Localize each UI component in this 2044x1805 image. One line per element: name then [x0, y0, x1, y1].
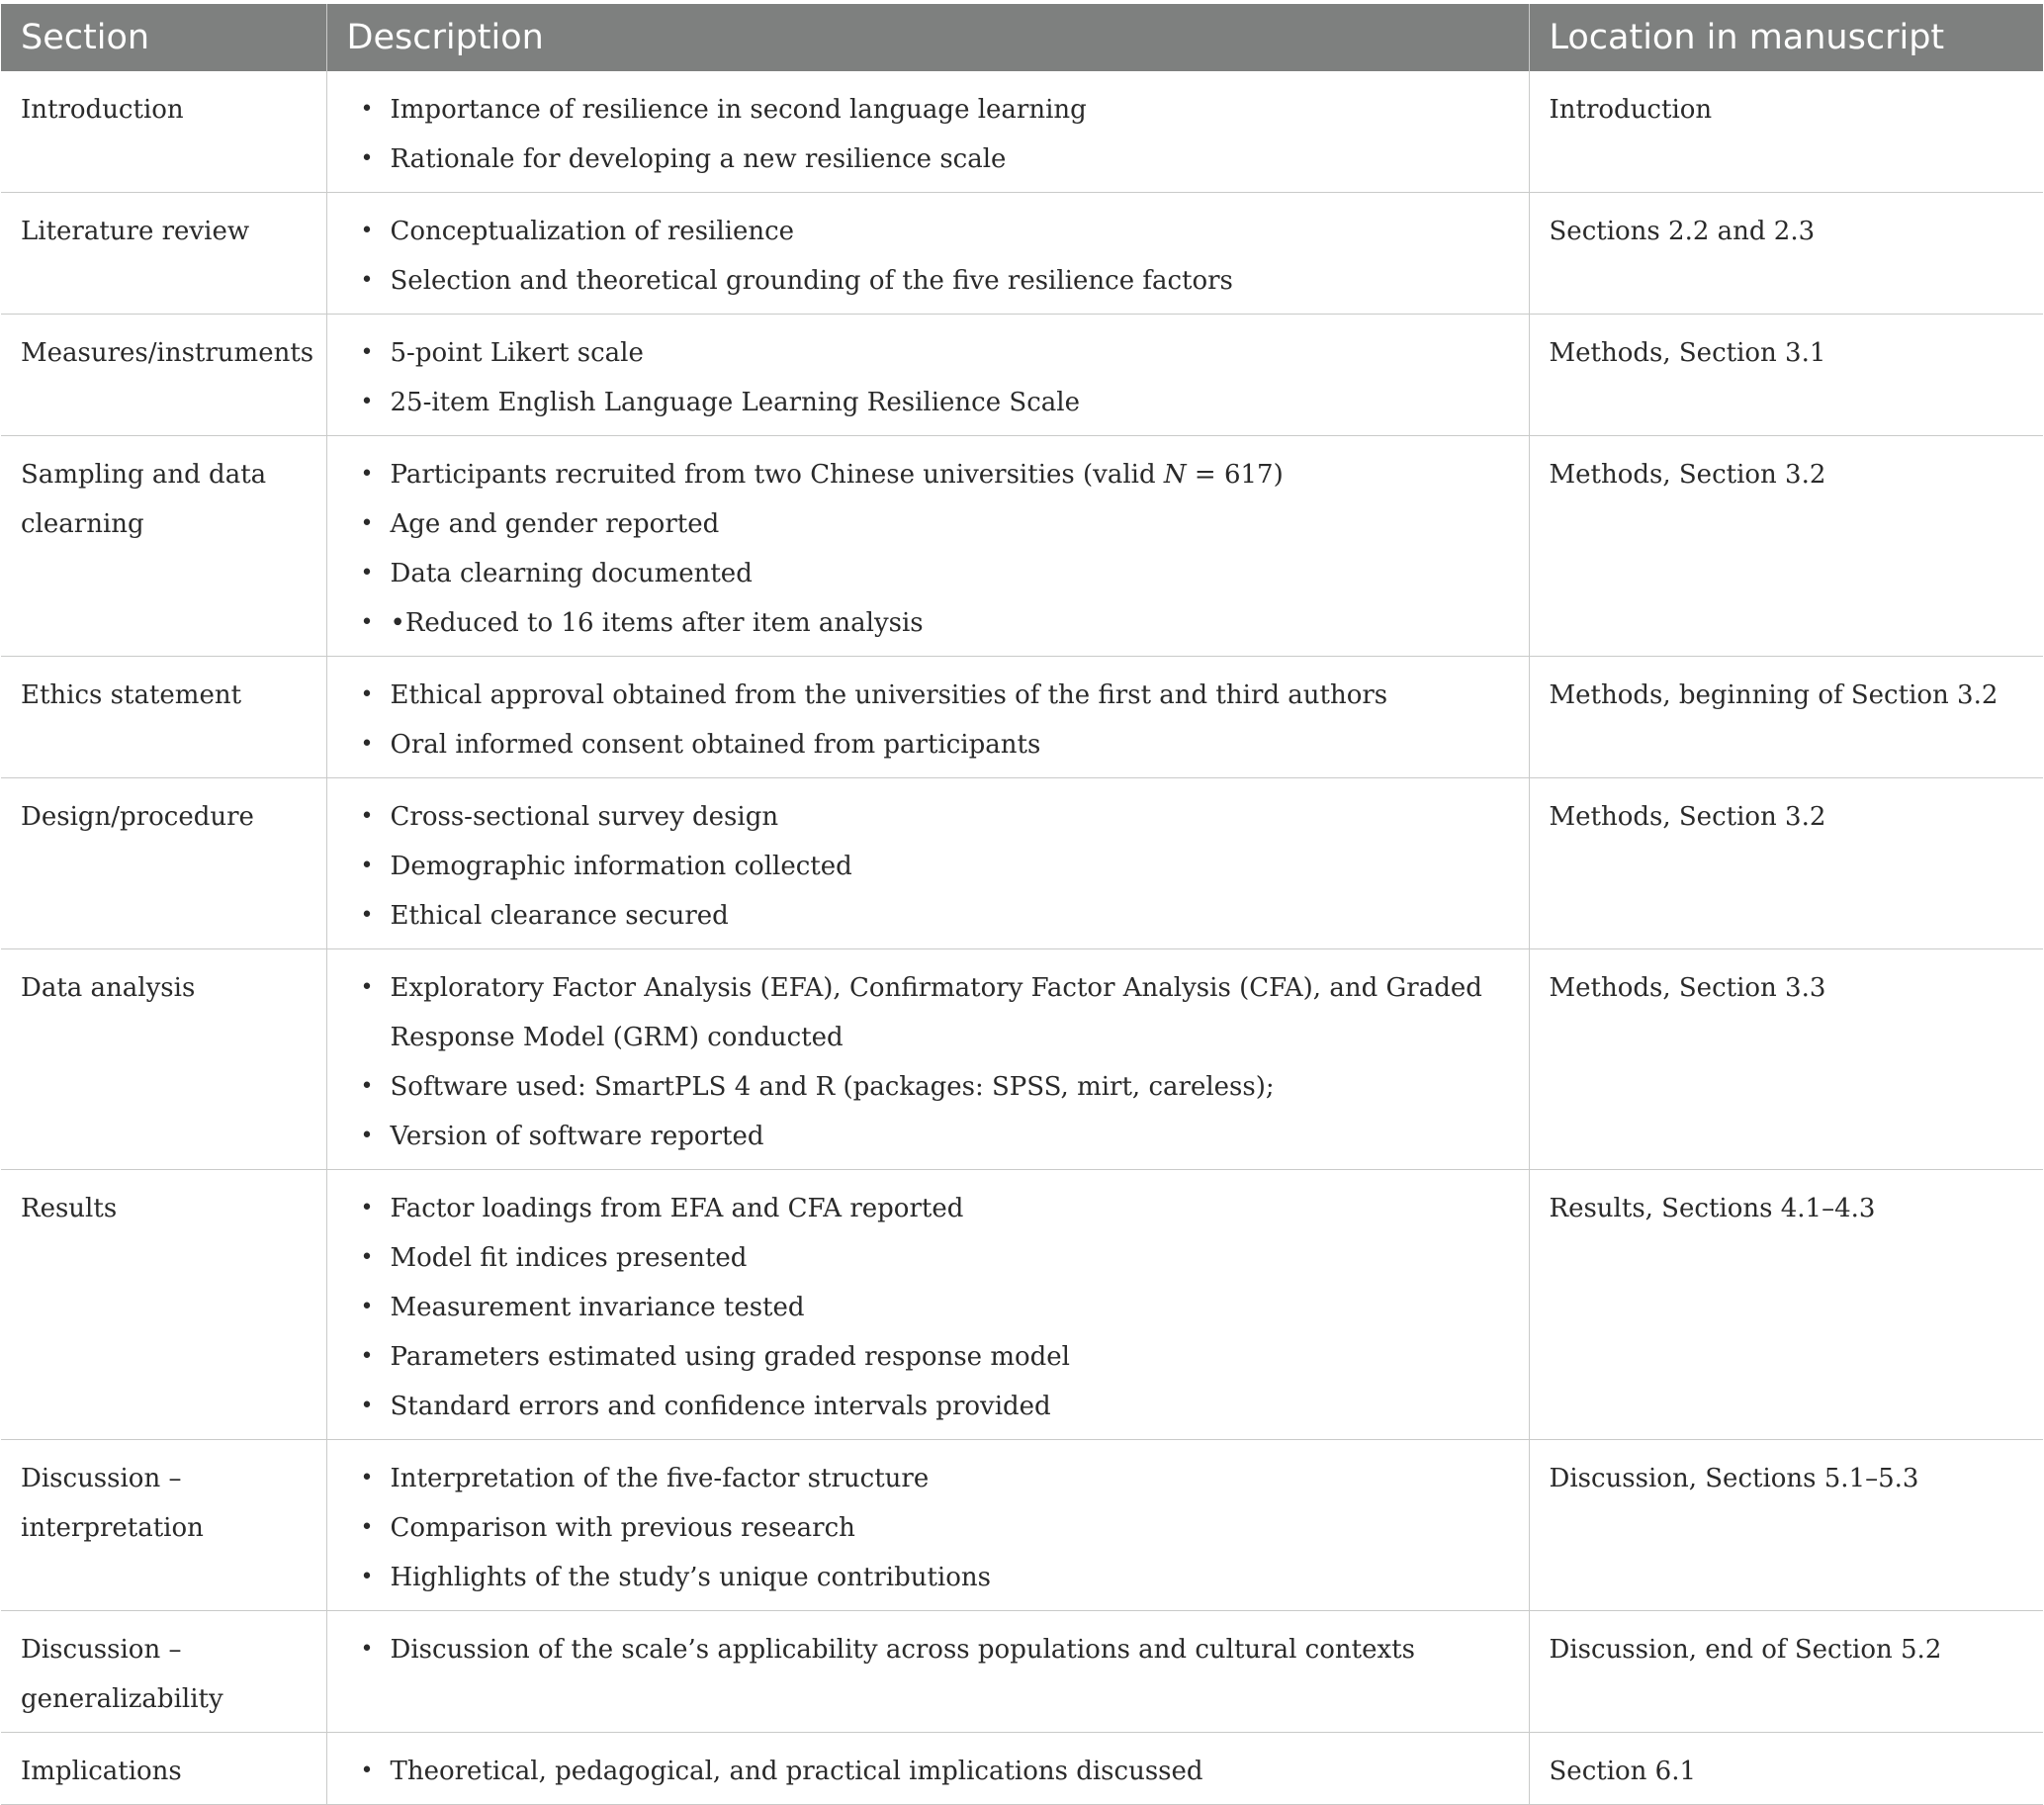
description-list	[347, 207, 1509, 306]
description-item-text: = 617)	[1186, 460, 1284, 490]
location-cell: Discussion, end of Section 5.2	[1529, 1611, 2043, 1733]
description-list	[347, 85, 1509, 184]
header-location: Location in manuscript	[1529, 4, 2043, 71]
header-description: Description	[326, 4, 1529, 71]
description-cell	[326, 778, 1529, 949]
description-item: • 25-item English Language Learning Resilience Scale	[347, 378, 1509, 427]
table-row	[1, 1170, 2043, 1440]
description-item: • Ethical clearance secured	[347, 891, 1509, 941]
description-item: • Discussion of the scale’s applicability across populations and cultural contexts	[347, 1625, 1509, 1674]
table-row	[1, 1733, 2043, 1805]
header-section: Section	[1, 4, 326, 71]
description-list	[347, 328, 1509, 427]
description-item: • Highlights of the study’s unique contributions	[347, 1553, 1509, 1602]
description-item: • Oral informed consent obtained from participants	[347, 720, 1509, 769]
description-item: • Theoretical, pedagogical, and practical implications discussed	[347, 1747, 1509, 1796]
table-row	[1, 315, 2043, 436]
description-item: • Interpretation of the five-factor structure	[347, 1454, 1509, 1503]
description-cell	[326, 949, 1529, 1170]
description-cell	[326, 436, 1529, 657]
section-cell: Measures/instruments	[1, 315, 326, 436]
description-cell	[326, 1611, 1529, 1733]
description-item: • 5-point Likert scale	[347, 328, 1509, 378]
description-item: • Demographic information collected	[347, 842, 1509, 891]
description-item	[347, 450, 1509, 499]
description-item: • Parameters estimated using graded response model	[347, 1332, 1509, 1382]
description-cell	[326, 1733, 1529, 1805]
description-list	[347, 671, 1509, 769]
table-row	[1, 193, 2043, 315]
description-cell	[326, 1170, 1529, 1440]
reporting-checklist-table	[1, 4, 2043, 1805]
description-item: • Ethical approval obtained from the universities of the first and third authors	[347, 671, 1509, 720]
description-cell	[326, 657, 1529, 778]
description-item: • Model fit indices presented	[347, 1233, 1509, 1283]
description-item: • Age and gender reported	[347, 499, 1509, 549]
section-cell: Introduction	[1, 71, 326, 193]
table-row	[1, 436, 2043, 657]
location-cell: Discussion, Sections 5.1–5.3	[1529, 1440, 2043, 1611]
description-cell	[326, 71, 1529, 193]
table-row	[1, 949, 2043, 1170]
location-cell: Methods, Section 3.2	[1529, 436, 2043, 657]
section-cell: Literature review	[1, 193, 326, 315]
section-cell: Ethics statement	[1, 657, 326, 778]
section-cell: Results	[1, 1170, 326, 1440]
description-cell	[326, 315, 1529, 436]
description-item: • Standard errors and confidence intervals provided	[347, 1382, 1509, 1431]
description-list	[347, 792, 1509, 941]
location-cell: Results, Sections 4.1–4.3	[1529, 1170, 2043, 1440]
location-cell: Sections 2.2 and 2.3	[1529, 193, 2043, 315]
description-list	[347, 1747, 1509, 1796]
description-item: • Data clearning documented	[347, 549, 1509, 598]
location-cell: Methods, beginning of Section 3.2	[1529, 657, 2043, 778]
description-item: • Version of software reported	[347, 1112, 1509, 1161]
description-list	[347, 1625, 1509, 1674]
table-body	[1, 71, 2043, 1805]
description-item: • Comparison with previous research	[347, 1503, 1509, 1553]
description-cell	[326, 1440, 1529, 1611]
table-row	[1, 657, 2043, 778]
table-row	[1, 778, 2043, 949]
section-cell: Discussion – generalizability	[1, 1611, 326, 1733]
description-item: • Measurement invariance tested	[347, 1283, 1509, 1332]
description-item: • Factor loadings from EFA and CFA reported	[347, 1184, 1509, 1233]
location-cell: Section 6.1	[1529, 1733, 2043, 1805]
section-cell: Design/procedure	[1, 778, 326, 949]
description-item: • Cross-sectional survey design	[347, 792, 1509, 842]
description-item-text: Participants recruited from two Chinese universities (valid	[390, 460, 1164, 490]
sample-size-variable: N	[1163, 460, 1187, 490]
description-item: • Exploratory Factor Analysis (EFA), Confirmatory Factor Analysis (CFA), and Graded Response Model (GRM) conducted	[347, 963, 1509, 1062]
description-item: • Importance of resilience in second language learning	[347, 85, 1509, 135]
description-list	[347, 1184, 1509, 1431]
header-row	[1, 4, 2043, 71]
description-item: • Selection and theoretical grounding of the five resilience factors	[347, 256, 1509, 306]
location-cell: Methods, Section 3.1	[1529, 315, 2043, 436]
section-cell: Sampling and data clearning	[1, 436, 326, 657]
section-cell: Discussion – interpretation	[1, 1440, 326, 1611]
description-item: • Software used: SmartPLS 4 and R (packages: SPSS, mirt, careless);	[347, 1062, 1509, 1112]
location-cell: Methods, Section 3.3	[1529, 949, 2043, 1170]
table-row	[1, 71, 2043, 193]
description-list	[347, 450, 1509, 648]
description-item: • Conceptualization of resilience	[347, 207, 1509, 256]
description-cell	[326, 193, 1529, 315]
description-list	[347, 963, 1509, 1161]
table-row	[1, 1440, 2043, 1611]
table-row	[1, 1611, 2043, 1733]
description-list	[347, 1454, 1509, 1602]
section-cell: Implications	[1, 1733, 326, 1805]
description-item: • •Reduced to 16 items after item analysis	[347, 598, 1509, 648]
section-cell: Data analysis	[1, 949, 326, 1170]
description-item: • Rationale for developing a new resilience scale	[347, 135, 1509, 184]
location-cell: Introduction	[1529, 71, 2043, 193]
table-header	[1, 4, 2043, 71]
location-cell: Methods, Section 3.2	[1529, 778, 2043, 949]
